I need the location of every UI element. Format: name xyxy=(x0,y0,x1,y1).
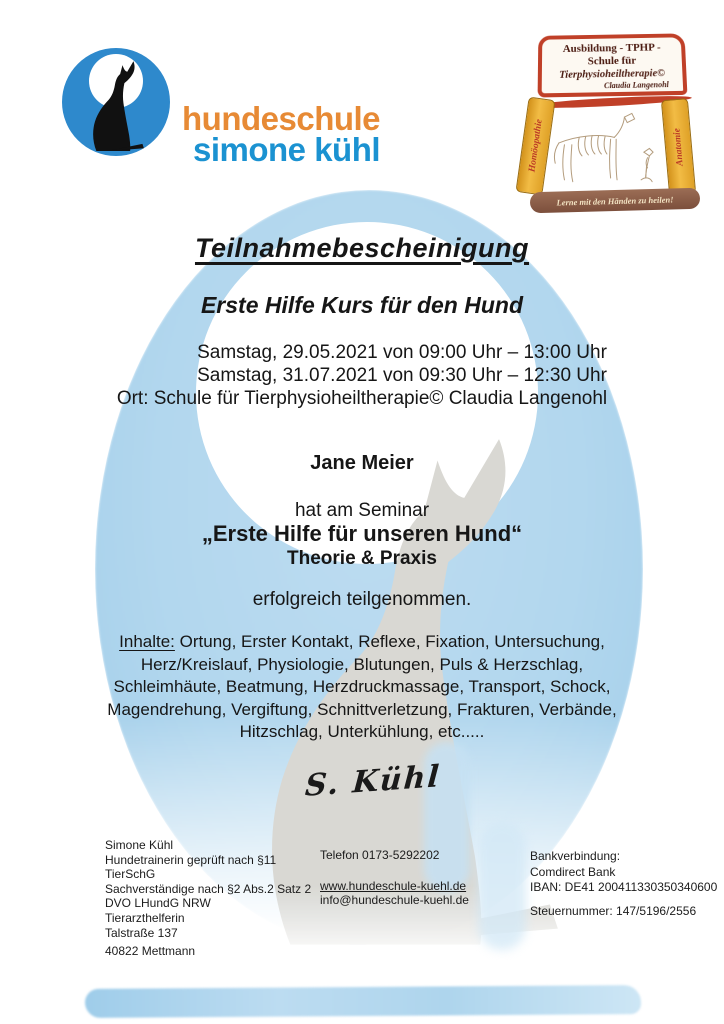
topics-line: Herz/Kreislauf, Physiologie, Blutungen, Puls & Herzschlag, xyxy=(140,654,584,674)
footer-tax-number: Steuernummer: 147/5196/2556 xyxy=(530,903,697,918)
stamp-banner-line: Schule für xyxy=(587,54,637,68)
signature: S. Kühl xyxy=(303,759,443,804)
stamp-pillar-label: Anatomie xyxy=(671,127,686,167)
footer-phone-web-block xyxy=(320,848,469,908)
footer-bank-name: Comdirect Bank xyxy=(530,864,616,879)
stamp-slogan: Lerne mit den Händen zu heilen! xyxy=(556,193,674,208)
logo-text-simone-kuehl: simone kühl xyxy=(193,131,381,168)
footer-website-link[interactable]: www.hundeschule-kuehl.de xyxy=(320,878,467,893)
completion-statement: erfolgreich teilgenommen. xyxy=(252,589,472,610)
participant-name: Jane Meier xyxy=(310,452,414,474)
date-line: Samstag, 31.07.2021 von 09:30 Uhr – 12:30 Uhr xyxy=(197,365,607,386)
topics-paragraph xyxy=(0,631,724,744)
animal-skeleton-sketch-icon xyxy=(546,102,666,194)
topics-line: Hitzschlag, Unterkühlung, etc..... xyxy=(239,722,485,741)
footer-line: Sachverständige nach §2 Abs.2 Satz 2 xyxy=(105,881,312,896)
howling-wolf-icon xyxy=(82,57,144,152)
footer-email: info@hundeschule-kuehl.de xyxy=(320,893,469,908)
footer-line: Talstraße 137 xyxy=(105,925,178,940)
watermark-brush-streak xyxy=(478,822,526,950)
footer-line: 40822 Mettmann xyxy=(105,944,196,959)
topics-line: Magendrehung, Vergiftung, Schnittverletzung, Frakturen, Verbände, xyxy=(107,699,617,719)
date-line: Samstag, 29.05.2021 von 09:00 Uhr – 13:00 Uhr xyxy=(197,342,607,363)
stamp-bottom-banner xyxy=(530,188,700,213)
stamp-top-banner xyxy=(538,33,688,97)
footer-line: Simone Kühl xyxy=(105,838,174,852)
stamp-pillar-anatomie xyxy=(661,98,696,196)
location-line: Ort: Schule für Tierphysioheiltherapie© Claudia Langenohl xyxy=(116,388,608,409)
hundeschule-logo xyxy=(62,48,170,156)
topics-line: Schleimhäute, Beatmung, Herzdruckmassage, Transport, Schock, xyxy=(113,677,611,696)
topics-text: Ortung, Erster Kontakt, Reflexe, Fixation, Untersuchung, xyxy=(174,632,605,651)
seminar-intro: hat am Seminar xyxy=(294,500,430,521)
topics-line xyxy=(0,631,724,654)
course-dates xyxy=(0,341,724,410)
stamp-banner-line: Claudia Langenohl xyxy=(603,79,669,91)
stamp-pillar-label: Homöopathie xyxy=(526,118,545,174)
footer-bank-label: Bankverbindung: xyxy=(530,849,621,863)
tphp-school-stamp xyxy=(518,32,712,220)
footer-bank-block xyxy=(530,849,717,919)
seminar-type: Theorie & Praxis xyxy=(287,548,437,569)
stamp-banner-line: Tierphysioheiltherapie© xyxy=(559,68,666,81)
logo-text-hundeschule: hundeschule xyxy=(182,100,381,137)
footer-line: TierSchG xyxy=(105,867,156,882)
footer-line: Tierarzthelferin xyxy=(105,910,185,925)
topics-label: Inhalte: xyxy=(119,632,175,651)
course-title: Erste Hilfe Kurs für den Hund xyxy=(200,292,524,318)
footer-iban: IBAN: DE41 200411330350340600 xyxy=(530,880,718,894)
stamp-banner-line: Ausbildung - TPHP - xyxy=(562,41,661,55)
seminar-name: „Erste Hilfe für unseren Hund“ xyxy=(201,521,523,546)
footer-line: Hundetrainerin geprüft nach §11 xyxy=(105,852,277,867)
watermark-bottom-streak xyxy=(85,985,641,1018)
footer-contact-block xyxy=(105,838,311,959)
footer-phone: Telefon 0173-5292202 xyxy=(320,848,440,862)
certificate-title: Teilnahmebescheinigung xyxy=(194,233,530,263)
footer-line: DVO LHundG NRW xyxy=(105,896,211,911)
